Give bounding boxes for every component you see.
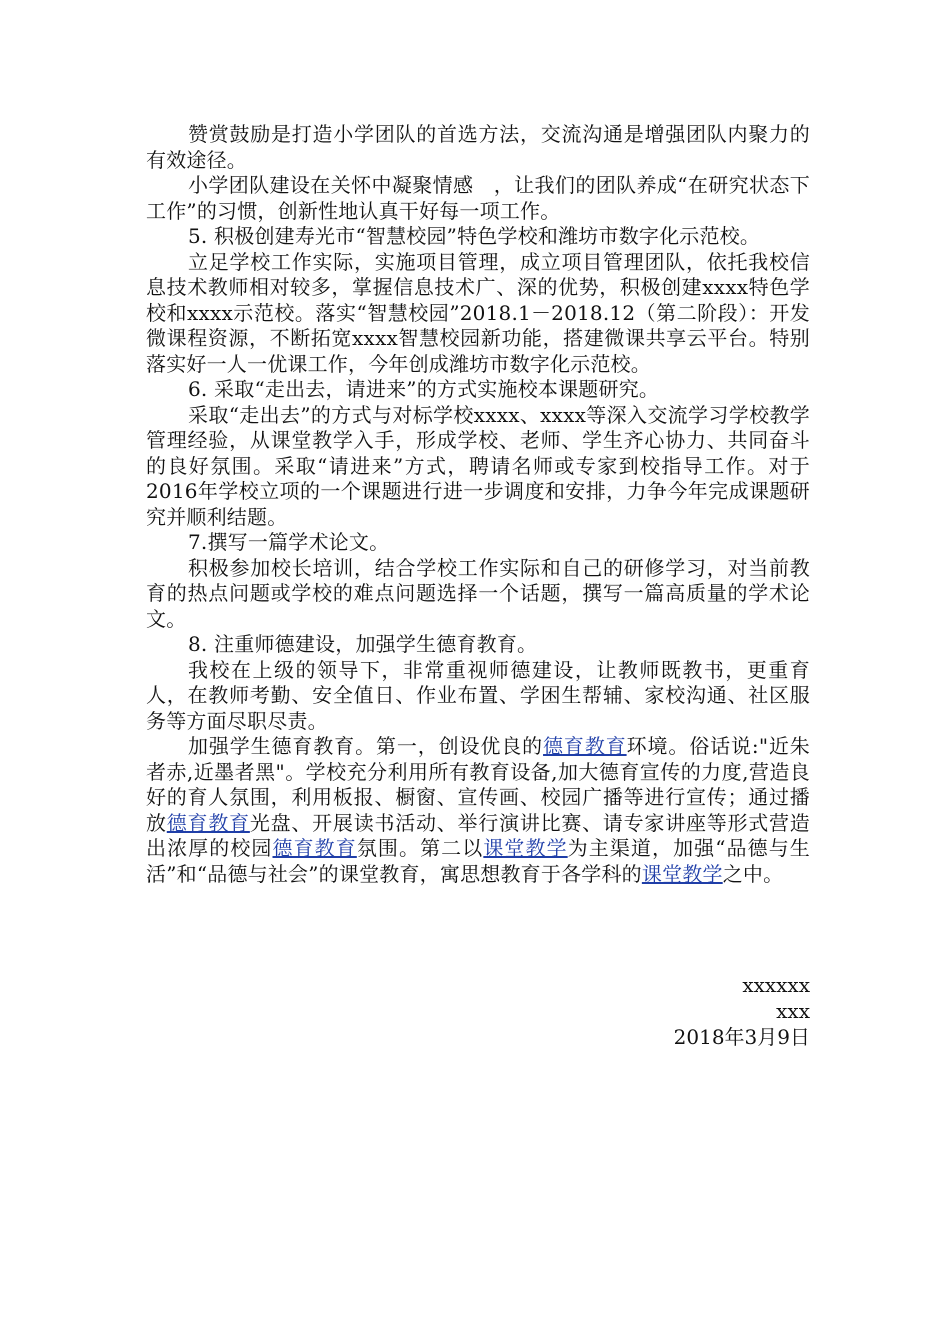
text-segment: 环境。俗话说:"近朱者赤,近墨者黑"。学校充分利用所有教育设备,加大德育宣传的力度,营造良好的育人氛围，利用板报、橱窗、宣传画、校园广播等进行宣传；通过播放: [146, 734, 811, 835]
paragraph-team-encouragement: 赞赏鼓励是打造小学团队的首选方法，交流沟通是增强团队内聚力的有效途径。: [146, 122, 810, 172]
paragraph-team-care: 小学团队建设在关怀中凝聚情感 ，让我们的团队养成“在研究状态下工作”的习惯，创新性地认真干好每一项工作。: [146, 173, 810, 223]
paragraph-academic-paper: 积极参加校长培训，结合学校工作实际和自己的研修学习，对当前教育的热点问题或学校的难点问题选择一个话题，撰写一篇高质量的学术论文。: [146, 555, 810, 631]
paragraph-moral-education: [146, 734, 810, 887]
link-classroom-teaching-1[interactable]: 课堂教学: [483, 836, 568, 860]
text-segment: 光盘、开展读书活动、举行演讲比赛、请专家讲座等形式营造出浓厚的校园: [146, 810, 811, 860]
heading-item-6: 6. 采取“走出去，请进来”的方式实施校本课题研究。: [188, 377, 660, 401]
heading-item-7: 7.撰写一篇学术论文。: [188, 530, 390, 554]
signature-date: 2018年3月9日: [673, 1025, 810, 1049]
link-moral-education-3[interactable]: 德育教育: [272, 836, 357, 860]
paragraph-smart-campus: 立足学校工作实际，实施项目管理，成立项目管理团队，依托我校信息技术教师相对较多，掌握信息技术广、深的优势，积极创建xxxx特色学校和xxxx示范校。落实“智慧校园”2018.1－2018.12（第二阶段）：开发微课程资源，不断拓宽xxxx智慧校园新功能，搭建微课共享云平台。特别落实好一人一优课工作，今年创成潍坊市数字化示范校。: [146, 249, 810, 376]
signature-block: [674, 972, 810, 1050]
text-segment: 加强学生德育教育。第一，创设优良的: [188, 734, 544, 758]
signature-line-2: xxx: [776, 999, 810, 1023]
text-segment: 之中。: [722, 861, 784, 886]
text-segment: 为主渠道，加强“品德与生活”和“品德与社会”的课堂教育，寓思想教育于各学科的: [146, 836, 810, 886]
link-moral-education-1[interactable]: 德育教育: [543, 734, 627, 758]
heading-item-8: 8. 注重师德建设，加强学生德育教育。: [188, 632, 538, 656]
paragraph-teacher-ethics: 我校在上级的领导下，非常重视师德建设，让教师既教书，更重育人，在教师考勤、安全值日、作业布置、学困生帮辅、家校沟通、社区服务等方面尽职尽责。: [146, 657, 810, 733]
link-classroom-teaching-2[interactable]: 课堂教学: [641, 861, 723, 886]
document-body: [146, 122, 810, 887]
paragraph-research: 采取“走出去”的方式与对标学校xxxx、xxxx等深入交流学习学校教学管理经验，从课堂教学入手，形成学校、老师、学生齐心协力、共同奋斗的良好氛围。采取“请进来”方式，聘请名师或专家到校指导工作。对于2016年学校立项的一个课题进行进一步调度和安排，力争今年完成课题研究并顺利结题。: [146, 402, 810, 529]
text-segment: 氛围。第二以: [356, 836, 484, 860]
signature-line-1: xxxxxx: [742, 973, 810, 997]
heading-item-5: 5. 积极创建寿光市“智慧校园”特色学校和潍坊市数字化示范校。: [188, 224, 761, 248]
link-moral-education-2[interactable]: 德育教育: [166, 810, 250, 835]
